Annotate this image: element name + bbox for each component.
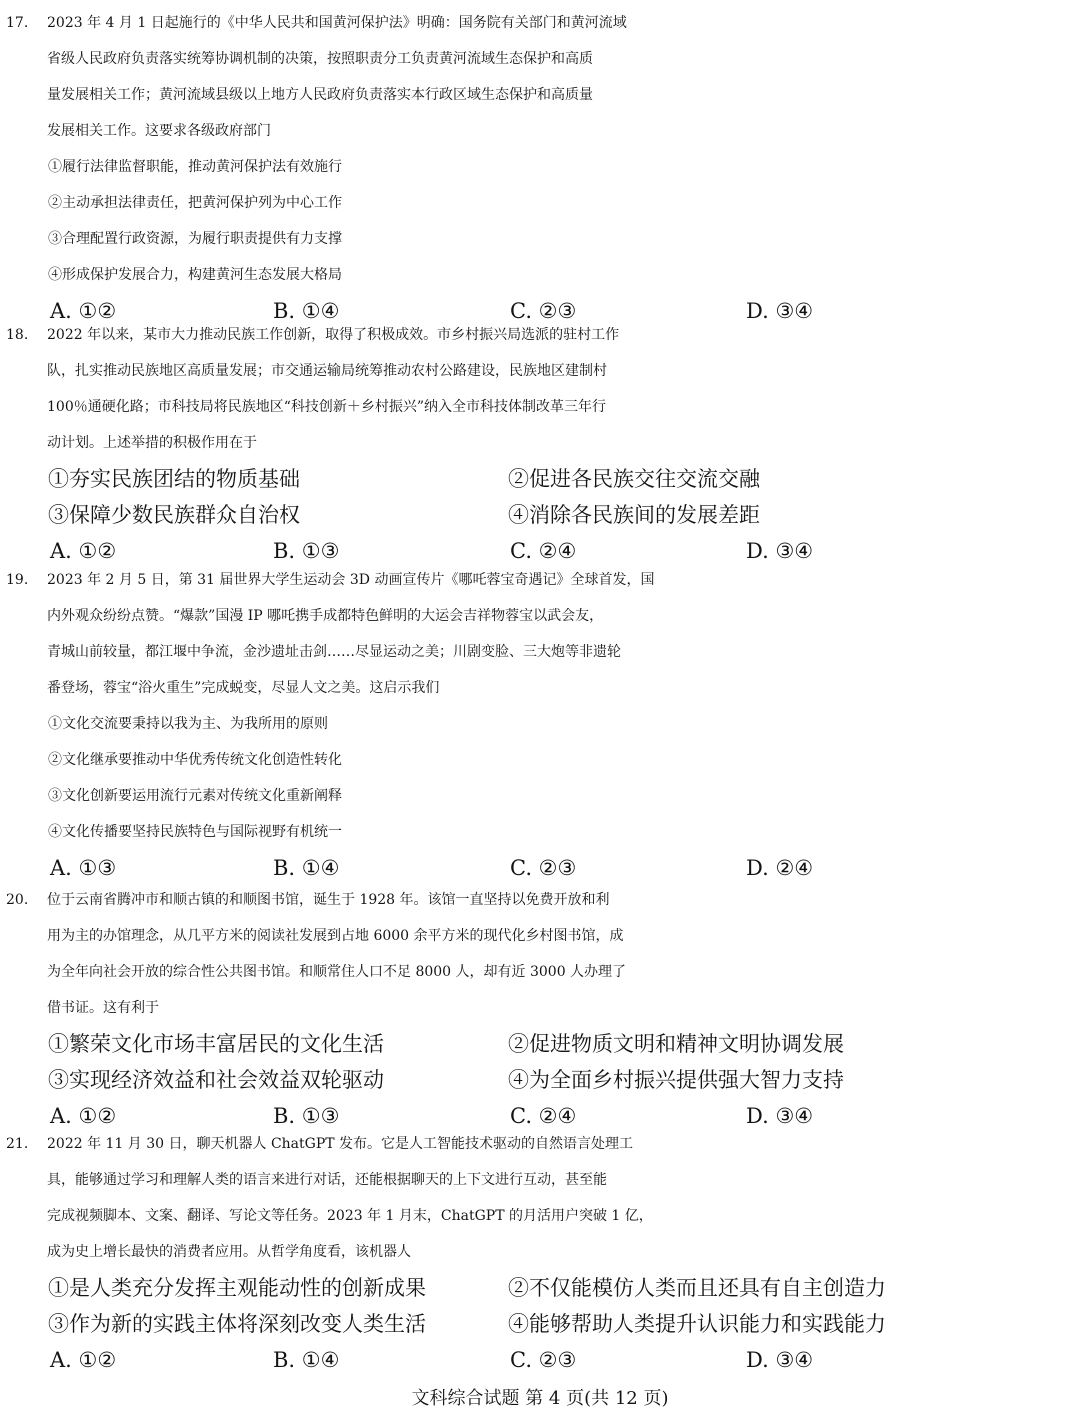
- answer-choices: [0, 1342, 1080, 1378]
- stem-line: 发展相关工作。这要求各级政府部门: [47, 123, 271, 139]
- statement-option: ②文化继承要推动中华优秀传统文化创造性转化: [48, 752, 342, 768]
- choice-a: A. ①②: [50, 1104, 117, 1128]
- choice-d: D. ③④: [746, 539, 814, 563]
- answer-choices: [0, 850, 1080, 886]
- choice-c: C. ②④: [510, 539, 577, 563]
- statement-option: ④文化传播要坚持民族特色与国际视野有机统一: [48, 824, 342, 840]
- stem-line: 用为主的办馆理念，从几平方米的阅读社发展到占地 6000 余平方米的现代化乡村图书馆，成: [47, 928, 624, 944]
- choice-a: A. ①②: [50, 299, 117, 323]
- stem-line: 成为史上增长最快的消费者应用。从哲学角度看，该机器人: [47, 1244, 411, 1260]
- choice-c: C. ②③: [510, 856, 577, 880]
- statement-option: ①是人类充分发挥主观能动性的创新成果: [48, 1276, 426, 1300]
- choice-c: C. ②④: [510, 1104, 577, 1128]
- statement-option: ④能够帮助人类提升认识能力和实践能力: [508, 1312, 886, 1336]
- statement-option: ③实现经济效益和社会效益双轮驱动: [48, 1068, 384, 1092]
- choice-a: A. ①③: [50, 856, 117, 880]
- stem-line: 借书证。这有利于: [47, 1000, 159, 1016]
- question-20: [0, 882, 1080, 1134]
- question-number: 20.: [6, 892, 29, 908]
- stem-line: 番登场，蓉宝“浴火重生”完成蜕变，尽显人文之美。这启示我们: [47, 680, 440, 696]
- question-number: 21.: [6, 1136, 29, 1152]
- stem-line: 青城山前较量，都江堰中争流，金沙遗址击剑……尽显运动之美；川剧变脸、三大炮等非遗轮: [47, 644, 621, 660]
- stem-line: 队，扎实推动民族地区高质量发展；市交通运输局统筹推动农村公路建设，民族地区建制村: [47, 363, 607, 379]
- statement-option-row: [0, 1306, 1080, 1342]
- stem-line: 内外观众纷纷点赞。“爆款”国漫 IP 哪吒携手成都特色鲜明的大运会吉祥物蓉宝以武会友，: [47, 608, 604, 624]
- choice-d: D. ③④: [746, 299, 814, 323]
- statement-option: ④消除各民族间的发展差距: [508, 503, 760, 527]
- stem-line: 17. 2023 年 4 月 1 日起施行的《中华人民共和国黄河保护法》明确：国务院有关部门和黄河流域: [0, 5, 1080, 41]
- choice-a: A. ①②: [50, 1348, 117, 1372]
- statement-option: ②促进物质文明和精神文明协调发展: [508, 1032, 844, 1056]
- question-stem: [0, 1126, 1080, 1270]
- statement-option: ②主动承担法律责任，把黄河保护列为中心工作: [48, 195, 342, 211]
- stem-line: 19. 2023 年 2 月 5 日，第 31 届世界大学生运动会 3D 动画宣传片《哪吒蓉宝奇遇记》全球首发，国: [0, 562, 1080, 598]
- choice-a: A. ①②: [50, 539, 117, 563]
- stem-line: 为全年向社会开放的综合性公共图书馆。和顺常住人口不足 8000 人，却有近 3000 人办理了: [47, 964, 627, 980]
- question-stem: [0, 317, 1080, 461]
- statement-option: ①夯实民族团结的物质基础: [48, 467, 300, 491]
- stem-line: 18. 2022 年以来，某市大力推动民族工作创新，取得了积极成效。市乡村振兴局选派的驻村工作: [0, 317, 1080, 353]
- question-number: 17.: [6, 15, 29, 31]
- statement-option: ③合理配置行政资源，为履行职责提供有力支撑: [48, 231, 342, 247]
- question-number: 19.: [6, 572, 29, 588]
- question-number: 18.: [6, 327, 29, 343]
- stem-line: 完成视频脚本、文案、翻译、写论文等任务。2023 年 1 月末，ChatGPT 的月活用户突破 1 亿，: [47, 1208, 653, 1224]
- statement-option: ①繁荣文化市场丰富居民的文化生活: [48, 1032, 384, 1056]
- choice-c: C. ②③: [510, 299, 577, 323]
- stem-line: 20. 位于云南省腾冲市和顺古镇的和顺图书馆，诞生于 1928 年。该馆一直坚持以免费开放和利: [0, 882, 1080, 918]
- choice-b: B. ①④: [273, 1348, 340, 1372]
- question-stem: [0, 882, 1080, 1026]
- statement-option-row: [0, 461, 1080, 497]
- choice-b: B. ①④: [273, 856, 340, 880]
- question-stem: [0, 562, 1080, 706]
- statement-option: ④形成保护发展合力，构建黄河生态发展大格局: [48, 267, 342, 283]
- stem-line: 具，能够通过学习和理解人类的语言来进行对话，还能根据聊天的上下文进行互动，甚至能: [47, 1172, 607, 1188]
- statement-option-row: [0, 1026, 1080, 1062]
- choice-d: D. ②④: [746, 856, 814, 880]
- statement-option-row: [0, 497, 1080, 533]
- stem-line: 动计划。上述举措的积极作用在于: [47, 435, 257, 451]
- choice-b: B. ①③: [273, 1104, 340, 1128]
- question-stem: [0, 5, 1080, 149]
- choice-b: B. ①④: [273, 299, 340, 323]
- stem-line: 量发展相关工作；黄河流域县级以上地方人民政府负责落实本行政区域生态保护和高质量: [47, 87, 593, 103]
- statement-option: ③作为新的实践主体将深刻改变人类生活: [48, 1312, 426, 1336]
- statement-option: ③保障少数民族群众自治权: [48, 503, 300, 527]
- question-19: [0, 562, 1080, 886]
- question-18: [0, 317, 1080, 569]
- stem-line: 省级人民政府负责落实统筹协调机制的决策，按照职责分工负责黄河流域生态保护和高质: [47, 51, 593, 67]
- statement-option: ①履行法律监督职能，推动黄河保护法有效施行: [48, 159, 342, 175]
- statement-option-row: [0, 1062, 1080, 1098]
- choice-c: C. ②③: [510, 1348, 577, 1372]
- question-17: [0, 5, 1080, 329]
- choice-d: D. ③④: [746, 1348, 814, 1372]
- statement-option: ②促进各民族交往交流交融: [508, 467, 760, 491]
- statement-option: ①文化交流要秉持以我为主、为我所用的原则: [48, 716, 328, 732]
- choice-b: B. ①③: [273, 539, 340, 563]
- choice-d: D. ③④: [746, 1104, 814, 1128]
- stem-line: 21. 2022 年 11 月 30 日，聊天机器人 ChatGPT 发布。它是人工智能技术驱动的自然语言处理工: [0, 1126, 1080, 1162]
- statement-option-row: [0, 1270, 1080, 1306]
- statement-option: ③文化创新要运用流行元素对传统文化重新阐释: [48, 788, 342, 804]
- page-footer: 文科综合试题 第 4 页(共 12 页): [411, 1388, 669, 1409]
- question-21: [0, 1126, 1080, 1378]
- statement-option: ②不仅能模仿人类而且还具有自主创造力: [508, 1276, 886, 1300]
- stem-line: 100％通硬化路；市科技局将民族地区“科技创新＋乡村振兴”纳入全市科技体制改革三年行: [47, 399, 607, 415]
- statement-option: ④为全面乡村振兴提供强大智力支持: [508, 1068, 844, 1092]
